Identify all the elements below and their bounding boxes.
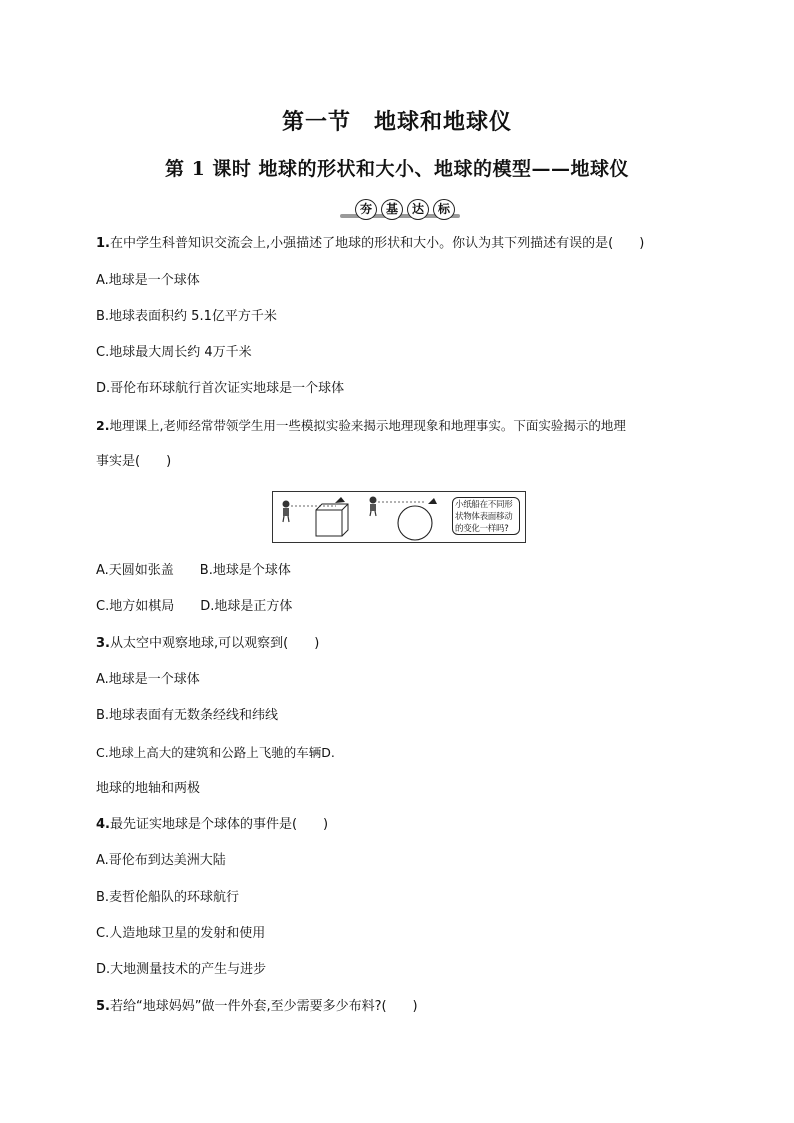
question-text: 地理课上,老师经常带领学生用一些模拟实验来揭示地理现象和地理事实。下面实验揭示的地理 — [109, 418, 626, 433]
question-text: 最先证实地球是个球体的事件是( ) — [109, 817, 329, 832]
q1-option-b: B.地球表面积约 5.1亿平方千米 — [96, 309, 277, 324]
experiment-illustration — [273, 492, 453, 542]
question-4-stem — [96, 817, 328, 833]
badge-char: 标 — [433, 199, 455, 220]
q4-option-a: A.哥伦布到达美洲大陆 — [96, 853, 226, 868]
q4-option-d: D.大地测量技术的产生与进步 — [96, 962, 267, 977]
badge-char: 达 — [407, 199, 429, 220]
q1-option-c: C.地球最大周长约 4万千米 — [96, 345, 252, 360]
question-number: 4. — [96, 817, 110, 832]
q1-option-d: D.哥伦布环球航行首次证实地球是一个球体 — [96, 381, 345, 396]
question-5-stem — [96, 999, 418, 1015]
q4-option-b: B.麦哲伦船队的环球航行 — [96, 890, 240, 905]
speech-bubble: 小纸船在不同形状物体表面移动的变化一样吗? — [452, 497, 520, 535]
q2-options-row-2: C.地方如棋局 D.地球是正方体 — [96, 599, 293, 614]
q3-option-b: B.地球表面有无数条经线和纬线 — [96, 708, 279, 723]
q4-option-c: C.人造地球卫星的发射和使用 — [96, 926, 266, 941]
badge-char: 基 — [381, 199, 403, 220]
question-2-stem — [96, 418, 626, 434]
q3-option-c: C.地球上高大的建筑和公路上飞驰的车辆D. — [96, 745, 335, 760]
question-1-stem — [96, 236, 644, 252]
question-number: 5. — [96, 999, 110, 1014]
q3-option-d-cont: 地球的地轴和两极 — [96, 781, 201, 796]
question-number: 3. — [96, 636, 110, 651]
question-text: 在中学生科普知识交流会上,小强描述了地球的形状和大小。你认为其下列描述有误的是( ) — [109, 236, 645, 251]
experiment-figure — [272, 491, 526, 543]
question-2-stem-cont: 事实是( ) — [96, 454, 172, 469]
lesson-subtitle: 第 1 课时 地球的形状和大小、地球的模型——地球仪 — [164, 158, 630, 180]
q3-option-a: A.地球是一个球体 — [96, 672, 200, 687]
section-title: 第一节 地球和地球仪 — [281, 109, 512, 135]
question-number: 2. — [96, 418, 110, 433]
q2-options-row-1: A.天圆如张盖 B.地球是个球体 — [96, 563, 291, 578]
question-text: 从太空中观察地球,可以观察到( ) — [109, 636, 320, 651]
q1-option-a: A.地球是一个球体 — [96, 273, 200, 288]
question-text: 若给“地球妈妈”做一件外套,至少需要多少布料?( ) — [109, 999, 418, 1014]
question-number: 1. — [96, 236, 110, 251]
badge-char: 夯 — [355, 199, 377, 220]
question-3-stem — [96, 636, 319, 652]
section-badge — [340, 199, 460, 221]
